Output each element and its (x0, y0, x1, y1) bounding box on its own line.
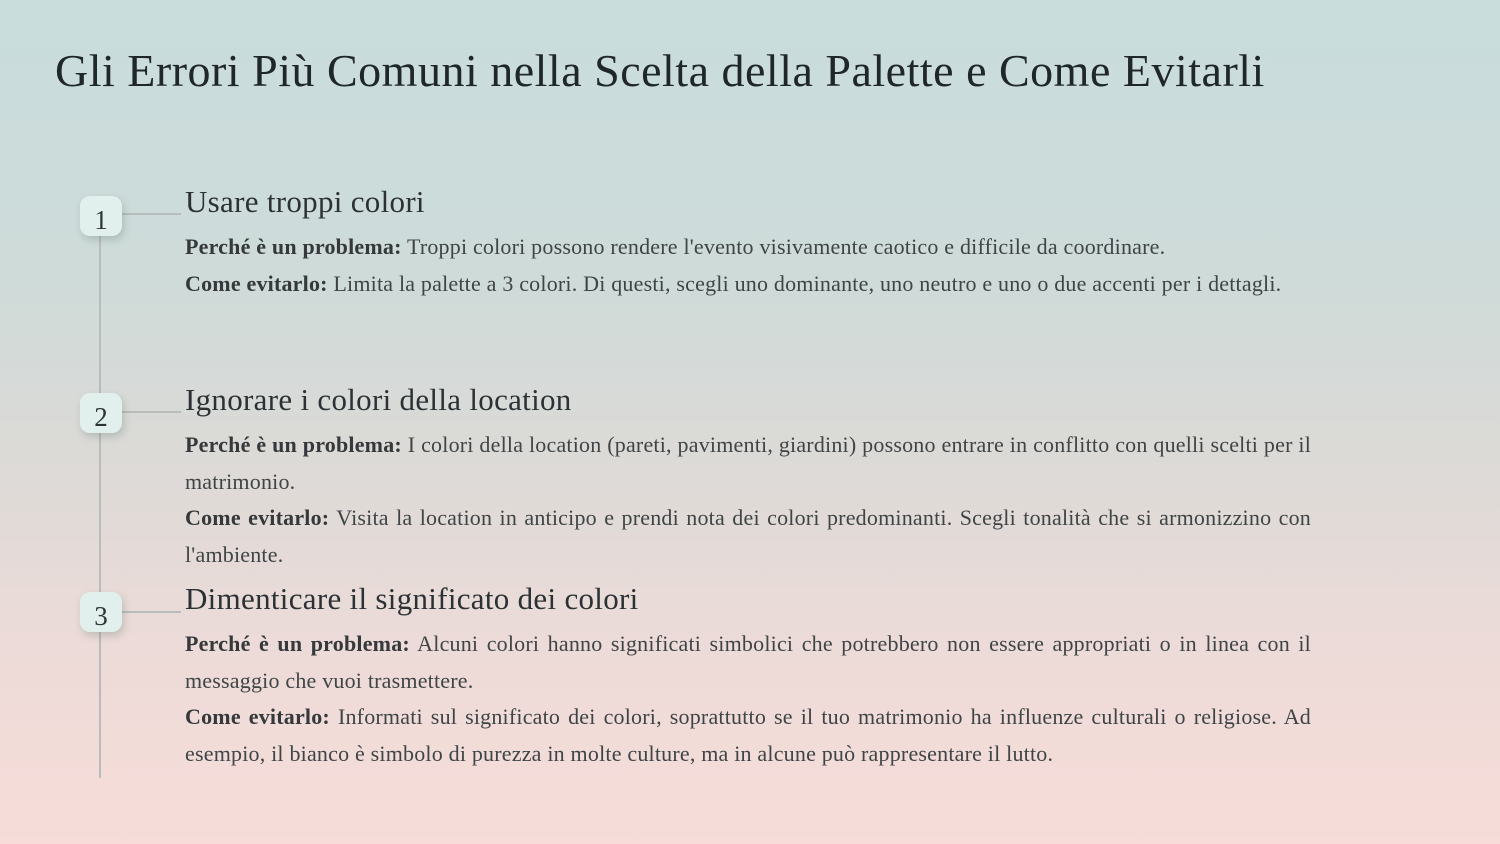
step-2-problem-text: I colori della location (pareti, pavimenti, giardini) possono entrare in conflitto con quelli scelti per il matrimonio. (185, 432, 1312, 494)
step-1-solution-text: Limita la palette a 3 colori. Di questi, scegli uno dominante, uno neutro e uno o due accenti per i dettagli. (333, 270, 1282, 296)
step-1-problem-label: Perché è un problema: (185, 234, 402, 259)
step-2-connector-line (121, 411, 181, 413)
step-3-solution-text: Informati sul significato dei colori, soprattutto se il tuo matrimonio ha influenze culturali o religiose. Ad esempio, il bianco è simbolo di purezza in molte culture, ma in alcune può rappresentare il lutto. (185, 704, 1312, 766)
step-1-solution-paragraph (185, 266, 1311, 303)
step-2-problem-label: Perché è un problema: (185, 432, 402, 457)
step-2-number: 2 (94, 402, 108, 432)
step-1-problem-paragraph (185, 229, 1311, 266)
step-3-heading: Dimenticare il significato dei colori (185, 581, 639, 616)
step-1-connector-line (121, 213, 181, 215)
step-1-solution-label: Come evitarlo: (185, 270, 328, 296)
step-1-number: 1 (94, 205, 108, 235)
timeline-line (99, 234, 101, 778)
step-2-solution-text: Visita la location in anticipo e prendi nota dei colori predominanti. Scegli tonalità che si armonizzino con l'ambiente. (185, 505, 1311, 567)
step-3-problem-paragraph (185, 626, 1311, 699)
step-3-number: 3 (94, 601, 108, 631)
page-title: Gli Errori Più Comuni nella Scelta della Palette e Come Evitarli (55, 45, 1265, 96)
list-item-3 (185, 580, 1311, 772)
step-1-heading: Usare troppi colori (185, 184, 425, 219)
step-3-connector-line (121, 611, 181, 613)
step-3-problem-text: Alcuni colori hanno significati simbolici che potrebbero non essere appropriati o in linea con il messaggio che vuoi trasmettere. (185, 631, 1311, 693)
step-3-solution-paragraph (185, 699, 1311, 772)
step-2-number-badge (80, 393, 122, 433)
list-item-1 (185, 183, 1311, 302)
step-1-number-badge (80, 196, 122, 236)
list-item-2 (185, 381, 1311, 573)
step-3-solution-label: Come evitarlo: (185, 704, 330, 729)
step-2-solution-paragraph (185, 500, 1311, 573)
step-3-problem-label: Perché è un problema: (185, 631, 410, 656)
step-2-solution-label: Come evitarlo: (185, 505, 330, 530)
step-2-problem-paragraph (185, 427, 1311, 500)
step-1-problem-text: Troppi colori possono rendere l'evento visivamente caotico e difficile da coordinare. (406, 234, 1166, 259)
step-3-number-badge (80, 592, 122, 632)
step-2-heading: Ignorare i colori della location (185, 382, 572, 417)
